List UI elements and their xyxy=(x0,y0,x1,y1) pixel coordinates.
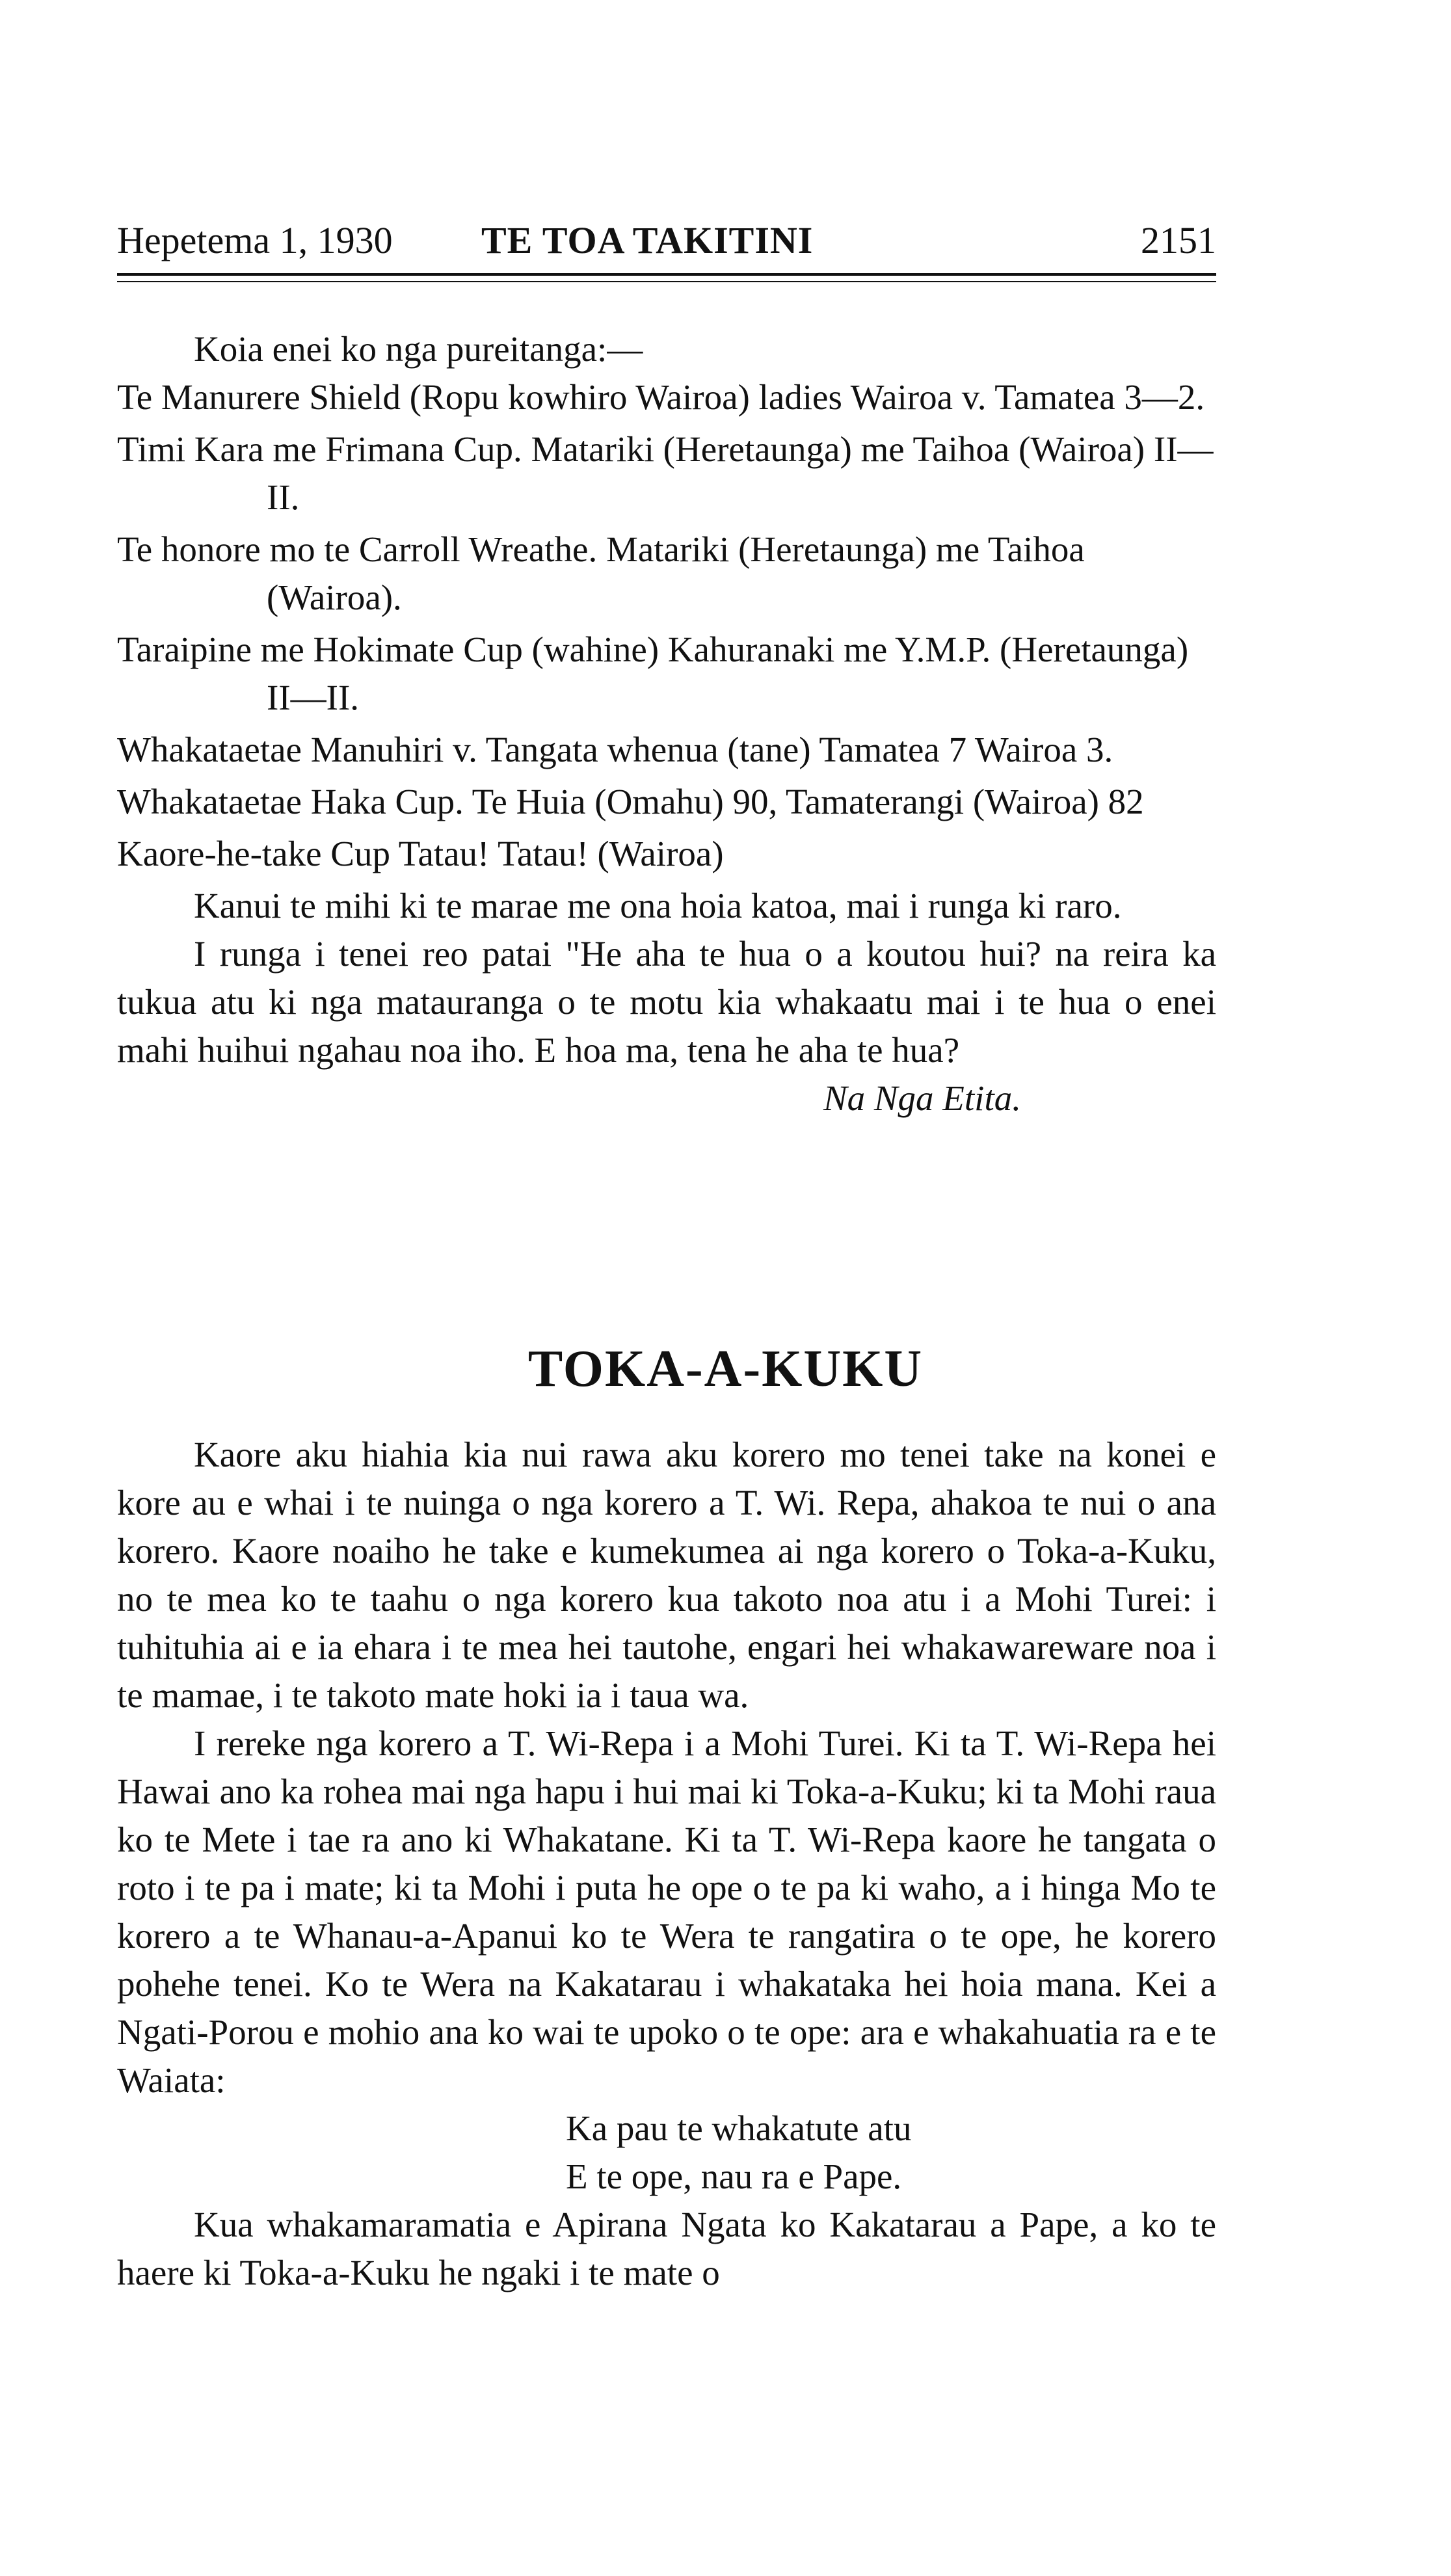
article-paragraph: I rereke nga korero a T. Wi-Repa i a Mohi Turei. Ki ta T. Wi-Repa hei Hawai ano ka rohea mai nga hapu i hui mai ki Toka-a-Kuku; ki ta Mohi raua ko te Mete i tae ra ano ki Whakatane. Ki ta T. Wi-Repa kaore he tangata o roto i te pa i mate; ki ta Mohi i puta he ope o te pa ki waho, a i hinga Mo te korero a te Whanau-a-Apanui ko te Wera te rangatira o te ope, he korero pohehe tenei. Ko te Wera na Kakatarau i whakataka hei hoia mana. Kei a Ngati-Porou e mohio ana ko wai te upoko o te ope: ara e whakahuatia ra e te Waiata: xyxy=(117,1723,1216,2100)
result-item: Taraipine me Hokimate Cup (wahine) Kahuranaki me Y.M.P. (Heretaunga) II—II. xyxy=(117,630,1189,717)
editor-signature: Na Nga Etita. xyxy=(823,1078,1021,1118)
issue-date: Hepetema 1, 1930 xyxy=(117,219,393,261)
result-item: Timi Kara me Frimana Cup. Matariki (Heretaunga) me Taihoa (Wairoa) II—II. xyxy=(117,429,1214,517)
waiata-line: E te ope, nau ra e Pape. xyxy=(566,2157,902,2196)
journal-title: TE TOA TAKITINI xyxy=(481,219,814,261)
header-rule-thin xyxy=(117,281,1216,282)
article-title: TOKA-A-KUKU xyxy=(527,1340,924,1398)
result-item: Whakataetae Haka Cup. Te Huia (Omahu) 90, Tamaterangi (Wairoa) 82 xyxy=(117,782,1144,821)
thanks-paragraph: Kanui te mihi ki te marae me ona hoia katoa, mai i runga ki raro. xyxy=(194,886,1122,925)
question-paragraph: I runga i tenei reo patai "He aha te hua o a koutou hui? na reira ka tukua atu ki nga matauranga o te motu kia whakaatu mai i te hua o enei mahi huihui ngahau noa iho. E hoa ma, tena he aha te hua? xyxy=(117,934,1216,1070)
results-intro: Koia enei ko nga pureitanga:— xyxy=(194,329,643,369)
result-item: Te Manurere Shield (Ropu kowhiro Wairoa) ladies Wairoa v. Tamatea 3—2. xyxy=(117,377,1205,417)
running-header xyxy=(117,215,1216,267)
article-paragraph: Kua whakamaramatia e Apirana Ngata ko Kakatarau a Pape, a ko te haere ki Toka-a-Kuku he ngaki i te mate o xyxy=(117,2205,1216,2292)
article-paragraph: Kaore aku hiahia kia nui rawa aku korero mo tenei take na konei e kore au e whai i te nuinga o nga korero a T. Wi. Repa, ahakoa te nui o ana korero. Kaore noaiho he take e kumekumea ai nga korero o Toka-a-Kuku, no te mea ko te taahu o nga korero kua takoto noa atu i a Mohi Turei: i tuhituhia ai e ia ehara i te mea hei tautohe, engari hei whakawareware noa i te mamae, i te takoto mate hoki ia i taua wa. xyxy=(117,1435,1216,1715)
results-section xyxy=(117,325,1216,1122)
header-rule-thick xyxy=(117,273,1216,276)
page-number: 2151 xyxy=(1141,219,1216,261)
waiata-line: Ka pau te whakatute atu xyxy=(566,2108,912,2148)
result-item: Te honore mo te Carroll Wreathe. Matariki (Heretaunga) me Taihoa (Wairoa). xyxy=(117,529,1085,617)
article-body xyxy=(117,1431,1216,2297)
result-item: Kaore-he-take Cup Tatau! Tatau! (Wairoa) xyxy=(117,834,724,873)
result-item: Whakataetae Manuhiri v. Tangata whenua (tane) Tamatea 7 Wairoa 3. xyxy=(117,730,1113,769)
